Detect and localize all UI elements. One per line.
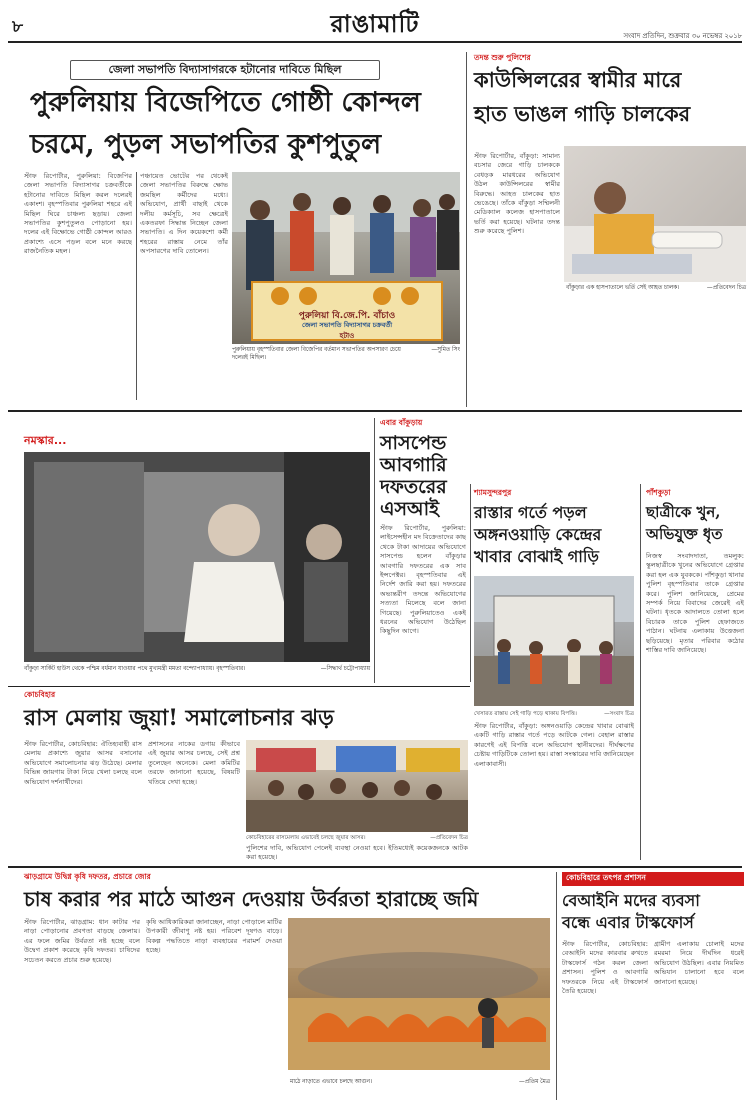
column-rule: [374, 418, 375, 683]
taskforce-body-col2: গ্রামীণ এলাকায় চোলাই মদের রমরমা নিয়ে দীর্ঘদিন ধরেই অভিযোগ উঠছিল। এবার নিয়মিত অভিযান চালানো হবে বলে জানানো হয়েছে।: [654, 940, 744, 986]
farm-headline: চাষ করার পর মাঠে আগুন দেওয়ায় উর্বরতা হারাচ্ছে জমি: [24, 887, 479, 911]
student-body: নিজস্ব সংবাদদাতা, তমলুক: স্কুলছাত্রীকে খুনের অভিযোগে গ্রেপ্তার করা হল এক যুবককে। পাঁশকুড়া থানার পুলিশ বৃহস্পতিবার তাকে গ্রেপ্তার করে। পুলিশ জানিয়েছে, প্রেমের সম্পর্ক নিয়ে বিবাদের জেরেই এই ঘটনা। ধৃতকে আদালতে তোলা হলে বিচারক তাকে পুলিশ হেফাজতে পাঠান। ঘটনায় এলাকায় উত্তেজনা ছড়িয়েছে। মৃতার পরিবার কঠোর শাস্তির দাবি জানিয়েছে।: [646, 552, 744, 655]
anganwadi-body: স্টাফ রিপোর্টার, বাঁকুড়া: অঙ্গনওয়াড়ি কেন্দ্রের খাবার বোঝাই একটি গাড়ি রাস্তার গর্তে পড়ে আটকে গেল। বেহাল রাস্তার কারণেই এই বিপত্তি বলে অভিযোগ স্থানীয়দের। দীর্ঘক্ষণের চেষ্টায় গাড়িটিকে তোলা হয়। রাস্তা সংস্কারের দাবি জানিয়েছেন এলাকাবাসী।: [474, 722, 634, 768]
councillor-body-col2: [474, 296, 560, 404]
lead-photo-credit: —সুমিত সিং: [431, 347, 460, 353]
namaskar-credit: —সিদ্ধার্থ চট্টোপাধ্যায়: [320, 666, 370, 672]
rash-photo: [246, 740, 468, 832]
column-rule: [466, 52, 467, 407]
section-title: রাঙামাটি: [330, 9, 420, 38]
section-rule: [8, 686, 470, 687]
councillor-body-col1: স্টাফ রিপোর্টার, বাঁকুড়া: সামান্য বচসার জেরে গাড়ি চালককে বেধড়ক মারধরের অভিযোগ উঠল কাউন্সিলরের স্বামীর বিরুদ্ধে। আহত চালকের হাত ভেঙেছে। তাঁকে বাঁকুড়া সম্মিলনী মেডিক্যাল কলেজ হাসপাতালে ভর্তি করা হয়েছে। ঘটনার তদন্ত শুরু করেছে পুলিশ।: [474, 152, 560, 236]
lead-headline-line1: পুরুলিয়ায় বিজেপিতে গোষ্ঠী কোন্দল: [30, 87, 421, 118]
rash-photo-credit: —প্রতিবেদন চিত্র: [430, 835, 468, 841]
farm-photo-credit: —প্রতিম মৈত্র: [518, 1079, 550, 1085]
column-rule: [136, 172, 137, 400]
student-kicker: পাঁশকুড়া: [646, 488, 671, 497]
column-rule: [640, 484, 641, 860]
excise-body: স্টাফ রিপোর্টার, পুরুলিয়া: লাইসেন্সহীন মদ বিক্রেতাদের কাছ থেকে টাকা আদায়ের অভিযোগে সাসপেন্ড হলেন বাঁকুড়ার আবগারি দফতরের এক সাব ইন্সপেক্টর। বৃহস্পতিবার এই নির্দেশ জারি করা হয়। দফতরের অভ্যন্তরীণ তদন্তে অভিযোগের সত্যতা মিলেছে বলে জানা গিয়েছে। পুরুলিয়াতেও একই ধরনের অভিযোগ উঠেছিল কিছুদিন আগে।: [380, 524, 466, 636]
lead-photo-caption: পুরুলিয়ায় বৃহস্পতিবার জেলা বিজেপির বর্তমান সভাপতির অপসারণ চেয়ে দলেরই মিছিল।: [232, 347, 401, 361]
rash-body-col2: প্রশাসনের নাকের ডগায় কীভাবে এই জুয়ার আসর চলছে, সেই প্রশ্ন তুলেছেন অনেকে। মেলা কমিটির তরফে জানানো হয়েছে, বিষয়টি খতিয়ে দেখা হচ্ছে।: [148, 740, 240, 786]
namaskar-photo: [24, 452, 370, 662]
rash-photo-caption: কোচবিহারের রাসমেলায় এভাবেই চলছে জুয়ার আসর।: [246, 835, 366, 841]
excise-headline-line2: আবগারি: [380, 454, 447, 476]
lead-body-col2b: [232, 358, 460, 400]
taskforce-kicker-box: [562, 872, 744, 886]
councillor-kicker: তদন্ত শুরু পুলিশের: [474, 53, 531, 62]
anganwadi-headline-line2: অঙ্গনওয়াড়ি কেন্দ্রের: [474, 525, 602, 544]
anganwadi-photo: [474, 576, 634, 706]
anganwadi-headline-line3: খাবার বোঝাই গাড়ি: [474, 547, 599, 566]
column-rule: [556, 872, 557, 1100]
councillor-photo: [564, 146, 746, 282]
taskforce-headline-line2: বন্ধে এবার টাস্কফোর্স: [562, 913, 694, 932]
councillor-headline-line2: হাত ভাঙল গাড়ি চালকের: [474, 101, 691, 126]
namaskar-caption: বাঁকুড়া সার্কিট হাউস থেকে পশ্চিম বর্ধমান যাওয়ার পথে মুখ্যমন্ত্রী মমতা বন্দ্যোপাধ্যায়। বৃহস্পতিবার।: [24, 666, 246, 672]
excise-headline-line4: এসআই: [380, 498, 440, 520]
hospital-patient-illustration: [564, 146, 746, 282]
anganwadi-photo-credit: —সংবাদ চিত্র: [604, 711, 634, 717]
taskforce-kicker: কোচবিহারে তৎপর প্রশাসন: [566, 873, 646, 882]
section-rule: [8, 410, 742, 412]
farm-body-col1: স্টাফ রিপোর্টার, ঝাড়গ্রাম: ধান কাটার পর নাড়া পোড়ানোর প্রবণতা বাড়ছে জেলায়। এর ফলে জমির উর্বরতা নষ্ট হচ্ছে বলে উদ্বেগ প্রকাশ করেছে কৃষি দফতর। চাষিদের সচেতন করতে প্রচার শুরু হয়েছে।: [24, 918, 140, 964]
banner-text-1: পুরুলিয়া বি.জে.পি. বাঁচাও: [298, 311, 396, 321]
banner-text-2: জেলা সভাপতি বিদ্যাসাগর চক্রবর্তী: [301, 321, 393, 329]
excise-headline-line3: দফতরের: [380, 476, 447, 498]
rash-headline: রাস মেলায় জুয়া! সমালোচনার ঝড়: [24, 705, 334, 731]
masthead: [0, 0, 750, 46]
anganwadi-headline-line1: রাস্তার গর্তে পড়ল: [474, 503, 587, 522]
lead-kicker: জেলা সভাপতি বিদ্যাসাগরকে হটানোর দাবিতে মিছিল: [108, 62, 342, 76]
councillor-headline-line1: কাউন্সিলরের স্বামীর মারে: [474, 67, 682, 92]
student-headline-line2: অভিযুক্ত ধৃত: [646, 525, 723, 543]
lead-photo: [232, 172, 460, 344]
councillor-body-col3: [566, 296, 654, 404]
masthead-rule: [8, 41, 742, 43]
taskforce-headline-line1: বেআইনি মদের ব্যবসা: [562, 891, 700, 910]
excise-headline-line1: সাসপেন্ড: [380, 432, 447, 454]
councillor-photo-caption: বাঁকুড়ার এক হাসপাতালে ভর্তি সেই আহত চালক।: [566, 285, 680, 291]
column-rule: [470, 484, 471, 682]
truck-illustration: [474, 576, 634, 706]
farm-photo: [288, 918, 550, 1070]
section-rule: [8, 866, 742, 868]
excise-kicker: এবার বাঁকুড়ায়: [380, 418, 423, 427]
student-headline-line1: ছাত্রীকে খুন,: [646, 503, 721, 521]
dateline: সংবাদ প্রতিদিন, শুক্রবার ৩০ নভেম্বর ২০১৮: [623, 32, 742, 40]
burning-field-illustration: [288, 918, 550, 1070]
farm-photo-caption: মাঠে নাড়াতে এভাবে চলছে আগুন।: [290, 1079, 373, 1085]
anganwadi-kicker: শ্যামসুন্দরপুর: [474, 488, 512, 497]
namaskar-label: নমস্কার...: [24, 434, 67, 447]
farm-kicker: ঝাড়গ্রামে উদ্বিগ্ন কৃষি দফতর, প্রচারে জোর: [24, 872, 151, 881]
lead-headline-line2: চরমে, পুড়ল সভাপতির কুশপুতুল: [30, 129, 382, 160]
rash-kicker: কোচবিহার: [24, 690, 56, 699]
farm-body-col2: কৃষি আধিকারিকরা জানাচ্ছেন, নাড়া পোড়ালে মাটির উপকারী জীবাণু নষ্ট হয়। পরিবেশ দূষণও বাড়ে। বিকল্প পদ্ধতিতে নাড়া ব্যবহারের পরামর্শ দেওয়া হচ্ছে।: [146, 918, 282, 955]
car-window-illustration: [24, 452, 370, 662]
anganwadi-photo-caption: খেসারত রাস্তায় সেই গাড়ি পড়ে থাকায় বিপত্তি।: [474, 711, 577, 717]
lead-kicker-box: [70, 60, 380, 80]
councillor-body-col4: [658, 296, 746, 404]
lead-body-col2: পঞ্চায়েত ভোটের পর থেকেই জেলা সভাপতির বিরুদ্ধে ক্ষোভ জমছিল কর্মীদের মধ্যে। অভিযোগ, প্রার্থী বাছাই থেকে দলীয় কর্মসূচি, সব ক্ষেত্রেই একতরফা সিদ্ধান্ত নিচ্ছেন জেলা সভাপতি। এ দিন কয়েকশো কর্মী শহরের রাস্তায় নেমে তাঁর অপসারণের দাবি তোলেন।: [140, 172, 228, 256]
taskforce-body-col1: স্টাফ রিপোর্টার, কোচবিহার: বেআইনি মদের কারবার রুখতে টাস্কফোর্স গঠন করল জেলা প্রশাসন। পুলিশ ও আবগারি দফতরকে নিয়ে এই টাস্কফোর্স তৈরি হয়েছে।: [562, 940, 648, 996]
rash-body-col1: স্টাফ রিপোর্টার, কোচবিহার: ঐতিহ্যবাহী রাস মেলায় প্রকাশ্যে জুয়ার আসর বসানোর অভিযোগে সমালোচনার ঝড় উঠেছে। মেলার বিভিন্ন জায়গায় টাকা নিয়ে খেলা চলছে বলে অভিযোগ দর্শনার্থীদের।: [24, 740, 142, 786]
page-number: ৮: [12, 17, 24, 37]
lead-body-col1: স্টাফ রিপোর্টার, পুরুলিয়া: বিজেপির জেলা সভাপতি বিদ্যাসাগর চক্রবর্তীকে হটানোর দাবিতে মিছিল করল দলেরই একাংশ। বৃহস্পতিবার পুরুলিয়া শহরে এই মিছিল ঘিরে চাঞ্চল্য ছড়ায়। জেলা সভাপতির কুশপুতুলও পোড়ানো হয়। দলের এই বিক্ষোভে গোষ্ঠী কোন্দল আরও প্রকাশ্যে এসে পড়ল বলে মনে করছে রাজনৈতিক মহল।: [24, 172, 132, 256]
fair-crowd-illustration: [246, 740, 468, 832]
rash-body-col3: পুলিশের দাবি, অভিযোগ পেলেই ব্যবস্থা নেওয়া হবে। ইতিমধ্যেই কয়েকজনকে আটক করা হয়েছে।: [246, 844, 468, 862]
councillor-photo-credit: —প্রতিবেদন চিত্র: [706, 285, 746, 291]
banner-text-3: হটাও: [339, 332, 355, 340]
